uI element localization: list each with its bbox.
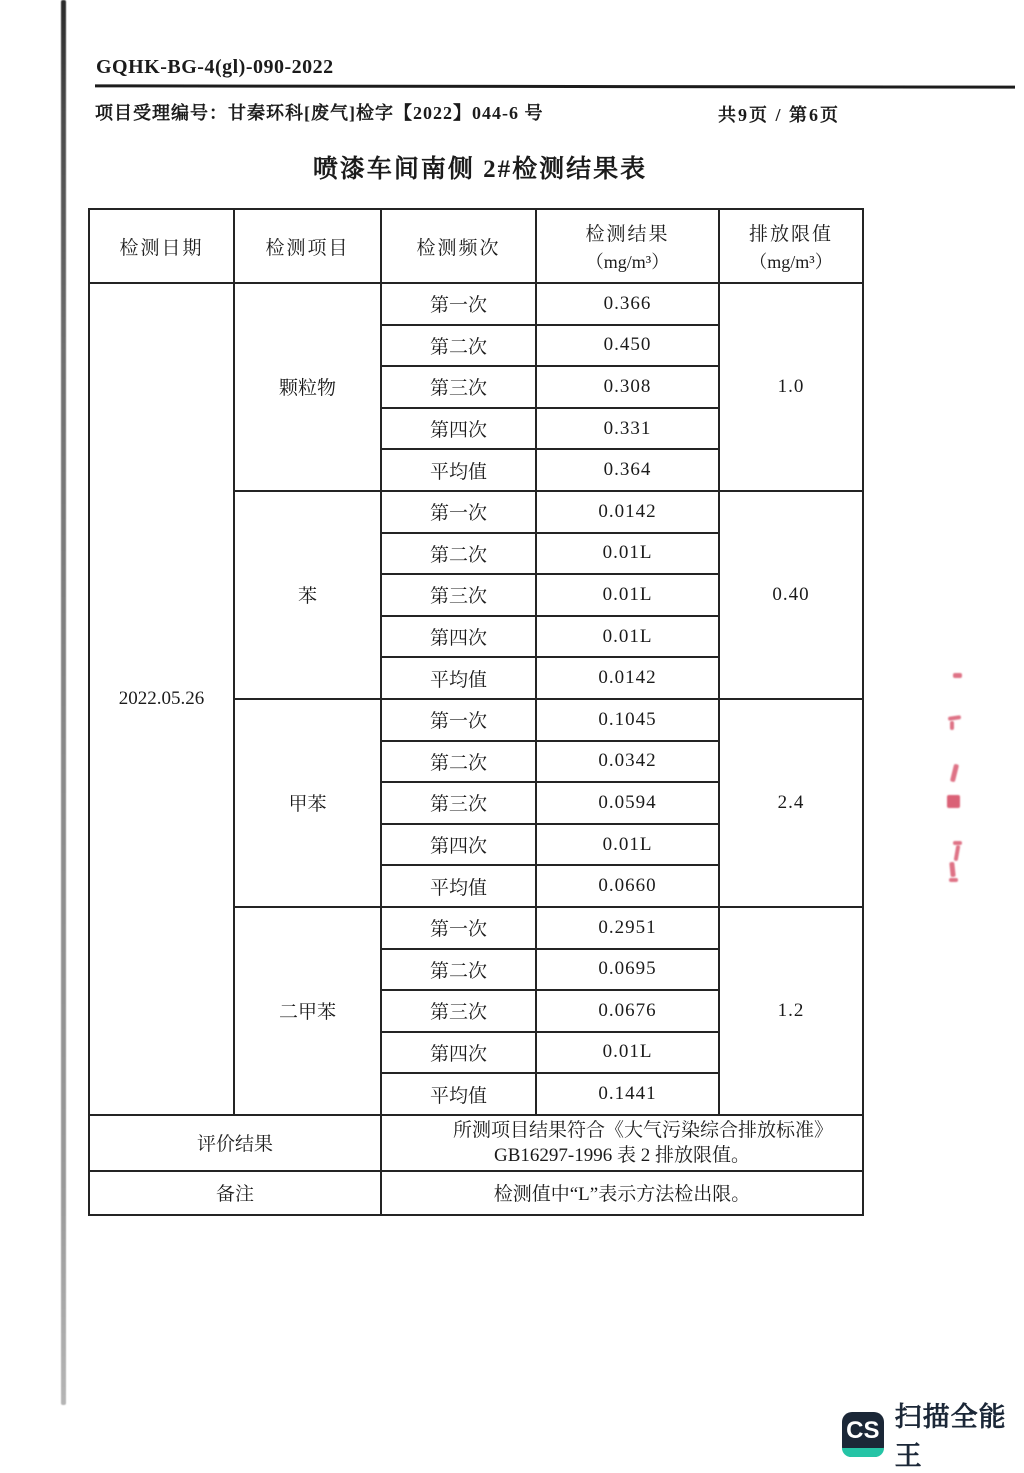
evaluation-content xyxy=(381,1115,863,1171)
camscanner-icon-abbr: CS xyxy=(846,1417,880,1444)
stamp-fragment xyxy=(947,795,960,808)
frequency-cell: 第二次 xyxy=(381,741,536,783)
header-result-label: 检测结果 xyxy=(585,223,670,245)
limit-cell: 2.4 xyxy=(719,699,863,907)
result-cell: 0.01L xyxy=(536,616,719,658)
date-cell: 2022.05.26 xyxy=(89,283,234,1115)
evaluation-label: 评价结果 xyxy=(89,1115,381,1171)
evaluation-line2: GB16297-1996 表 2 排放限值。 xyxy=(494,1144,750,1166)
frequency-cell: 第二次 xyxy=(381,325,536,367)
result-cell: 0.01L xyxy=(536,533,719,575)
frequency-cell: 第四次 xyxy=(381,1032,536,1074)
limit-cell: 0.40 xyxy=(719,491,863,699)
frequency-cell: 第一次 xyxy=(381,699,536,741)
header-cell-frequency xyxy=(381,209,536,283)
result-cell: 0.01L xyxy=(536,574,719,616)
result-cell: 0.01L xyxy=(536,1032,719,1074)
remark-label: 备注 xyxy=(89,1171,381,1215)
item-cell: 二甲苯 xyxy=(234,907,381,1115)
result-cell: 0.0342 xyxy=(536,741,719,783)
scan-edge-artifact xyxy=(61,0,66,1405)
header-item-label: 检测项目 xyxy=(265,237,350,259)
result-cell: 0.1045 xyxy=(536,699,719,741)
document-title: 喷漆车间南侧 2#检测结果表 xyxy=(312,156,648,183)
limit-cell: 1.0 xyxy=(719,283,863,491)
camscanner-name: 扫描全能王 xyxy=(894,1402,1007,1471)
stamp-fragment xyxy=(949,862,956,877)
frequency-cell: 第三次 xyxy=(381,782,536,824)
frequency-cell: 第四次 xyxy=(381,408,536,450)
frequency-cell: 平均值 xyxy=(381,865,536,907)
frequency-cell: 第三次 xyxy=(381,366,536,408)
result-cell: 0.1441 xyxy=(536,1073,719,1115)
remark-row xyxy=(89,1171,863,1215)
limit-cell: 1.2 xyxy=(719,907,863,1115)
frequency-cell: 平均值 xyxy=(381,449,536,491)
result-cell: 0.0142 xyxy=(536,657,719,699)
header-rule xyxy=(95,84,1015,88)
frequency-cell: 第三次 xyxy=(381,990,536,1032)
stamp-fragment xyxy=(950,721,954,730)
header-limit-label: 排放限值 xyxy=(748,223,833,245)
stamp-fragment xyxy=(948,715,961,721)
camscanner-icon xyxy=(842,1412,884,1457)
evaluation-line1: 所测项目结果符合《大气污染综合排放标准》 xyxy=(452,1119,833,1141)
header-cell-date xyxy=(89,209,234,283)
item-cell: 颗粒物 xyxy=(234,283,381,491)
item-cell: 苯 xyxy=(234,491,381,699)
result-cell: 0.364 xyxy=(536,449,719,491)
result-cell: 0.2951 xyxy=(536,907,719,949)
table-row xyxy=(89,283,863,325)
result-cell: 0.308 xyxy=(536,366,719,408)
stamp-fragment xyxy=(950,764,959,783)
page-indicator: 共9页 / 第6页 xyxy=(718,105,841,125)
frequency-cell: 第三次 xyxy=(381,574,536,616)
header-cell-limit xyxy=(719,209,863,283)
stamp-fragment xyxy=(953,673,962,678)
item-cell: 甲苯 xyxy=(234,699,381,907)
frequency-cell: 第四次 xyxy=(381,824,536,866)
acceptance-number: 项目受理编号：甘秦环科[废气]检字【2022】044-6 号 xyxy=(95,103,544,123)
document-number: GQHK-BG-4(gl)-090-2022 xyxy=(96,56,334,78)
header-cell-result xyxy=(536,209,719,283)
result-cell: 0.0676 xyxy=(536,990,719,1032)
result-cell: 0.450 xyxy=(536,325,719,367)
result-cell: 0.331 xyxy=(536,408,719,450)
frequency-cell: 第四次 xyxy=(381,616,536,658)
frequency-cell: 第二次 xyxy=(381,949,536,991)
result-cell: 0.0142 xyxy=(536,491,719,533)
frequency-cell: 第一次 xyxy=(381,283,536,325)
header-date-label: 检测日期 xyxy=(119,237,204,259)
header-frequency-label: 检测频次 xyxy=(416,237,501,259)
results-table xyxy=(88,208,864,1216)
result-cell: 0.366 xyxy=(536,283,719,325)
frequency-cell: 平均值 xyxy=(381,1073,536,1115)
remark-content: 检测值中“L”表示方法检出限。 xyxy=(381,1171,863,1215)
frequency-cell: 第一次 xyxy=(381,491,536,533)
result-cell: 0.0660 xyxy=(536,865,719,907)
stamp-fragment xyxy=(954,845,961,861)
result-cell: 0.0695 xyxy=(536,949,719,991)
result-cell: 0.0594 xyxy=(536,782,719,824)
stamp-fragment xyxy=(949,878,958,882)
header-result-unit: （mg/m³） xyxy=(585,251,670,272)
frequency-cell: 平均值 xyxy=(381,657,536,699)
header-cell-item xyxy=(234,209,381,283)
result-cell: 0.01L xyxy=(536,824,719,866)
evaluation-row xyxy=(89,1115,863,1171)
header-limit-unit: （mg/m³） xyxy=(749,251,833,272)
frequency-cell: 第一次 xyxy=(381,907,536,949)
frequency-cell: 第二次 xyxy=(381,533,536,575)
camscanner-watermark xyxy=(842,1395,1024,1473)
